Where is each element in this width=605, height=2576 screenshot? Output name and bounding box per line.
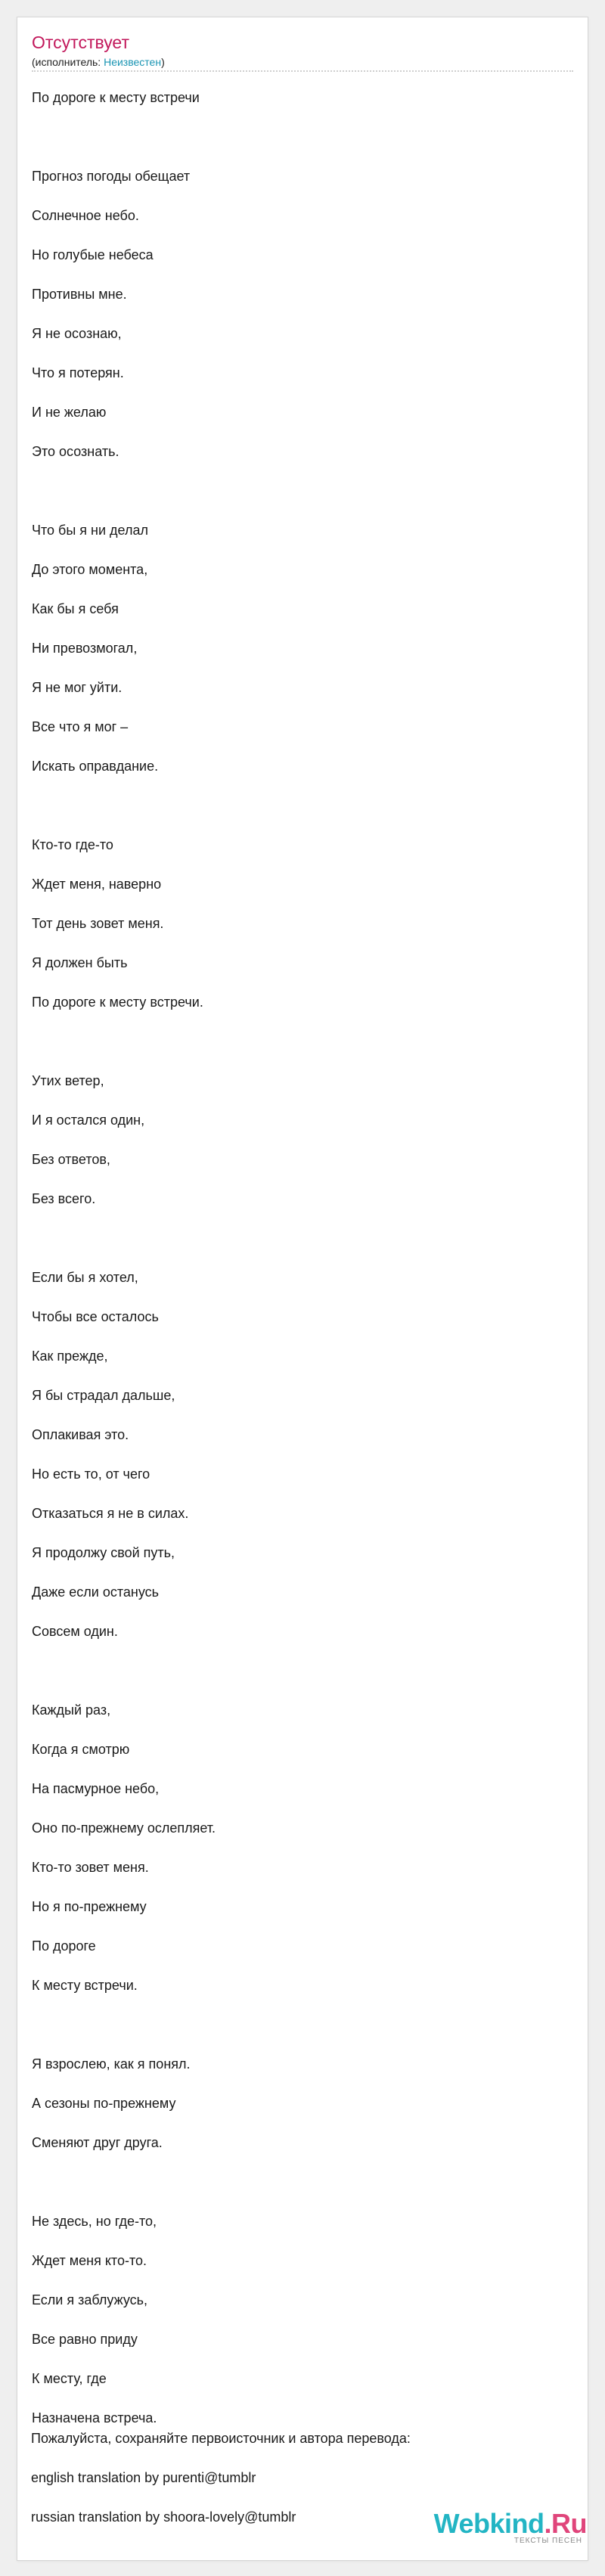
lyric-line: Как бы я себя xyxy=(32,601,119,616)
lyric-line: Что я потерян. xyxy=(32,365,124,380)
lyric-line: Я не мог уйти. xyxy=(32,680,123,695)
lyric-line: Я продолжу свой путь, xyxy=(32,1545,175,1560)
stanza-break xyxy=(32,786,573,825)
lyric-line: Даже если останусь xyxy=(32,1584,160,1600)
lyric-line: Ждет меня кто-то. xyxy=(32,2253,147,2268)
lyric-line: По дороге к месту встречи. xyxy=(32,995,203,1010)
lyric-line: К месту, где xyxy=(32,2371,107,2386)
lyric-line: И я остался один, xyxy=(32,1113,145,1128)
header-divider xyxy=(32,70,573,72)
lyric-line: Я не осознаю, xyxy=(32,326,122,341)
stanza-break xyxy=(32,1022,573,1061)
stanza-break xyxy=(32,2005,573,2044)
lyric-line: По дороге к месту встречи xyxy=(32,90,200,105)
lyrics-text xyxy=(32,78,573,2438)
logo-brand: Webkind xyxy=(433,2508,544,2539)
performer-prefix: (исполнитель: xyxy=(32,56,104,68)
lyric-line: Это осознать. xyxy=(32,444,119,459)
lyric-line: Если я заблужусь, xyxy=(32,2292,147,2308)
stanza-break xyxy=(32,471,573,511)
lyric-line: Искать оправдание. xyxy=(32,759,159,774)
lyric-line: Ждет меня, наверно xyxy=(32,877,162,892)
lyric-line: Я бы страдал дальше, xyxy=(32,1388,175,1403)
lyric-line: Чтобы все осталось xyxy=(32,1309,159,1324)
english-credit: english translation by purenti@tumblr xyxy=(31,2470,256,2485)
stanza-break xyxy=(32,117,573,157)
lyric-line: А сезоны по-прежнему xyxy=(32,2096,176,2111)
source-note: Пожалуйста, сохраняйте первоисточник и автора перевода: xyxy=(31,2431,411,2446)
russian-credit: russian translation by shoora-lovely@tumblr xyxy=(31,2509,296,2525)
lyric-line: Прогноз погоды обещает xyxy=(32,169,191,184)
song-header xyxy=(32,31,573,72)
lyric-line: Кто-то где-то xyxy=(32,837,113,852)
lyric-line: Но я по-прежнему xyxy=(32,1899,147,1914)
lyric-line: Совсем один. xyxy=(32,1624,118,1639)
lyric-line: Кто-то зовет меня. xyxy=(32,1860,149,1875)
lyric-line: Каждый раз, xyxy=(32,1702,111,1718)
lyric-line: Все что я мог – xyxy=(32,719,129,734)
stanza-break xyxy=(32,2162,573,2202)
lyric-line: Оно по-прежнему ослепляет. xyxy=(32,1820,216,1836)
song-title: Отсутствует xyxy=(32,33,129,52)
lyric-line: Когда я смотрю xyxy=(32,1742,130,1757)
lyric-line: Я должен быть xyxy=(32,955,128,970)
lyric-line: Что бы я ни делал xyxy=(32,523,148,538)
performer-link[interactable]: Неизвестен xyxy=(104,56,162,68)
lyric-line: По дороге xyxy=(32,1938,96,1954)
lyric-line: Как прежде, xyxy=(32,1349,108,1364)
lyric-line: Все равно приду xyxy=(32,2332,138,2347)
lyric-line: Не здесь, но где-то, xyxy=(32,2214,157,2229)
lyric-line: На пасмурное небо, xyxy=(32,1781,160,1796)
logo-tagline: ТЕКСТЫ ПЕСЕН xyxy=(513,2537,582,2545)
lyric-line: Тот день зовет меня. xyxy=(32,916,164,931)
logo-wordmark xyxy=(434,2509,587,2538)
performer-suffix: ) xyxy=(161,56,165,68)
lyric-line: Но голубые небеса xyxy=(32,247,154,262)
lyric-line: Назначена встреча. xyxy=(32,2410,157,2425)
lyric-line: И не желаю xyxy=(32,405,107,420)
lyric-line: Утих ветер, xyxy=(32,1073,104,1088)
lyric-line: До этого момента, xyxy=(32,562,148,577)
lyric-line: Сменяют друг друга. xyxy=(32,2135,163,2150)
logo-tld: .Ru xyxy=(544,2508,587,2539)
lyric-line: Солнечное небо. xyxy=(32,208,139,223)
lyric-line: Без всего. xyxy=(32,1191,96,1206)
stanza-break xyxy=(32,1651,573,1690)
lyric-line: Я взрослею, как я понял. xyxy=(32,2056,191,2072)
lyric-line: Если бы я хотел, xyxy=(32,1270,138,1285)
lyric-line: Ни превозмогал, xyxy=(32,641,138,656)
lyrics-card xyxy=(17,17,588,2561)
lyric-line: К месту встречи. xyxy=(32,1978,138,1993)
lyric-line: Отказаться я не в силах. xyxy=(32,1506,189,1521)
lyric-line: Но есть то, от чего xyxy=(32,1466,150,1482)
lyric-line: Противны мне. xyxy=(32,287,127,302)
performer-line xyxy=(32,55,573,69)
lyric-line: Оплакивая это. xyxy=(32,1427,129,1442)
stanza-break xyxy=(32,1218,573,1258)
site-logo[interactable] xyxy=(434,2509,587,2545)
lyric-line: Без ответов, xyxy=(32,1152,110,1167)
